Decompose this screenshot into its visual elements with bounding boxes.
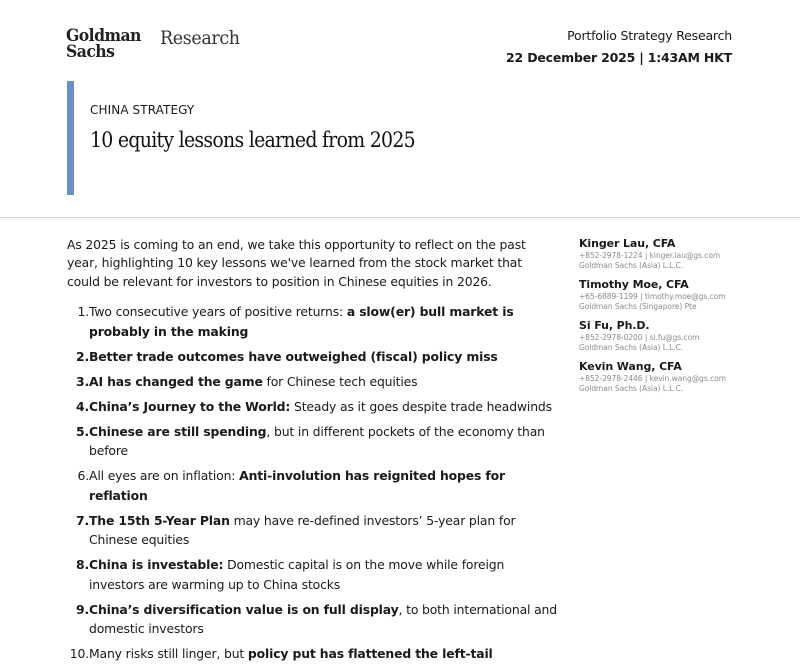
lesson-number: 8. xyxy=(75,557,89,572)
lesson-item xyxy=(56,466,561,505)
lesson-text-regular: , to both international and domestic investors xyxy=(89,601,557,636)
author-name: Kevin Wang, CFA xyxy=(579,360,682,373)
lesson-number: 2. xyxy=(75,348,89,364)
lesson-text-bold: China’s Journey to the World: xyxy=(89,398,291,414)
author-card xyxy=(579,237,779,270)
lesson-number: 4. xyxy=(75,398,89,414)
lesson-text-regular: , but in different pockets of the economy than before xyxy=(89,423,545,458)
logo-research-label: Research xyxy=(160,27,241,49)
lesson-text-regular: may have re-defined investors’ 5-year plan for Chinese equities xyxy=(89,512,516,547)
author-name: Si Fu, Ph.D. xyxy=(579,319,650,332)
author-contact[interactable]: +852-2978-1224 | kinger.lau@gs.com xyxy=(579,251,721,260)
lesson-text-bold: Anti-involution has reignited hopes for reflation xyxy=(89,468,505,503)
lesson-number: 3. xyxy=(75,373,89,389)
lesson-text xyxy=(89,302,561,341)
lesson-text-regular: All eyes are on inflation: xyxy=(89,468,240,483)
author-firm: Goldman Sachs (Asia) L.L.C. xyxy=(579,383,684,393)
author-contact[interactable]: +852-2978-0200 | si.fu@gs.com xyxy=(579,333,700,342)
lesson-text-bold: China’s diversification value is on full display xyxy=(89,601,399,617)
lesson-text xyxy=(89,422,561,461)
lesson-text-bold: policy put has flattened the left-tail xyxy=(247,646,493,661)
lesson-text xyxy=(89,372,561,392)
lesson-text-bold: AI has changed the game xyxy=(89,373,263,389)
lesson-text xyxy=(89,511,561,550)
goldman-sachs-logo xyxy=(66,28,141,60)
author-card xyxy=(579,360,779,393)
lesson-item xyxy=(56,555,561,594)
lesson-text-regular: Two consecutive years of positive returns: xyxy=(89,304,347,319)
publication-header xyxy=(506,28,732,66)
publication-name: Portfolio Strategy Research xyxy=(567,28,732,43)
author-name: Kinger Lau, CFA xyxy=(579,237,676,250)
lesson-text-bold: China is investable: xyxy=(89,557,224,572)
lesson-text-regular: Domestic capital is on the move while foreign investors are warming up to China stocks xyxy=(89,557,505,592)
lesson-text xyxy=(89,466,561,505)
title-accent-bar xyxy=(67,81,74,195)
logo-line-1: Goldman xyxy=(66,26,141,46)
lesson-item xyxy=(56,302,561,341)
lesson-text xyxy=(89,600,561,639)
lesson-text xyxy=(89,347,561,367)
lesson-text-regular: Steady as it goes despite trade headwinds xyxy=(290,398,552,414)
lesson-text xyxy=(89,555,561,594)
author-contact[interactable]: +852-2978-2446 | kevin.wang@gs.com xyxy=(579,374,726,383)
lesson-text-regular: for Chinese tech equities xyxy=(262,373,418,389)
lesson-item xyxy=(56,511,561,550)
lessons-list xyxy=(56,302,561,669)
report-title: 10 equity lessons learned from 2025 xyxy=(90,128,415,152)
lesson-text-bold: Chinese are still spending xyxy=(89,423,267,439)
report-kicker: CHINA STRATEGY xyxy=(90,103,195,117)
section-divider xyxy=(0,217,800,218)
author-name: Timothy Moe, CFA xyxy=(579,278,689,291)
lesson-number: 1. xyxy=(77,304,89,319)
goldman-sachs-research-logo xyxy=(66,28,247,60)
author-firm: Goldman Sachs (Singapore) Pte xyxy=(579,301,697,311)
lesson-number: 6. xyxy=(77,468,89,483)
author-contact[interactable]: +65-6889-1199 | timothy.moe@gs.com xyxy=(579,292,726,301)
author-card xyxy=(579,278,779,311)
lesson-number: 5. xyxy=(75,423,89,439)
lesson-text-bold: The 15th 5-Year Plan xyxy=(89,512,230,528)
lesson-text xyxy=(89,397,561,417)
logo-line-2: Sachs xyxy=(66,42,115,62)
lesson-number: 7. xyxy=(75,512,89,528)
lesson-item xyxy=(56,372,561,392)
authors-sidebar xyxy=(579,237,779,401)
publication-date: 22 December 2025 | 1:43AM HKT xyxy=(506,50,732,65)
section-divider-shadow xyxy=(0,219,800,220)
author-firm: Goldman Sachs (Asia) L.L.C. xyxy=(579,260,684,270)
lesson-text-regular: Many risks still linger, but xyxy=(89,646,248,661)
author-card xyxy=(579,319,779,352)
intro-paragraph: As 2025 is coming to an end, we take this opportunity to reflect on the past year, highlighting 10 key lessons we've learned from the stock market that could be relevant for investors to position in Chinese equities in 2026. xyxy=(67,237,526,289)
lesson-item xyxy=(56,422,561,461)
lesson-item xyxy=(56,397,561,417)
lesson-item xyxy=(56,347,561,367)
lesson-text-bold: Better trade outcomes have outweighed (fiscal) policy miss xyxy=(89,348,498,364)
lesson-text-bold: a slow(er) bull market is probably in the making xyxy=(89,304,514,339)
lesson-number: 10. xyxy=(69,646,89,661)
author-firm: Goldman Sachs (Asia) L.L.C. xyxy=(579,342,684,352)
lesson-number: 9. xyxy=(75,601,89,617)
lesson-item xyxy=(56,600,561,639)
